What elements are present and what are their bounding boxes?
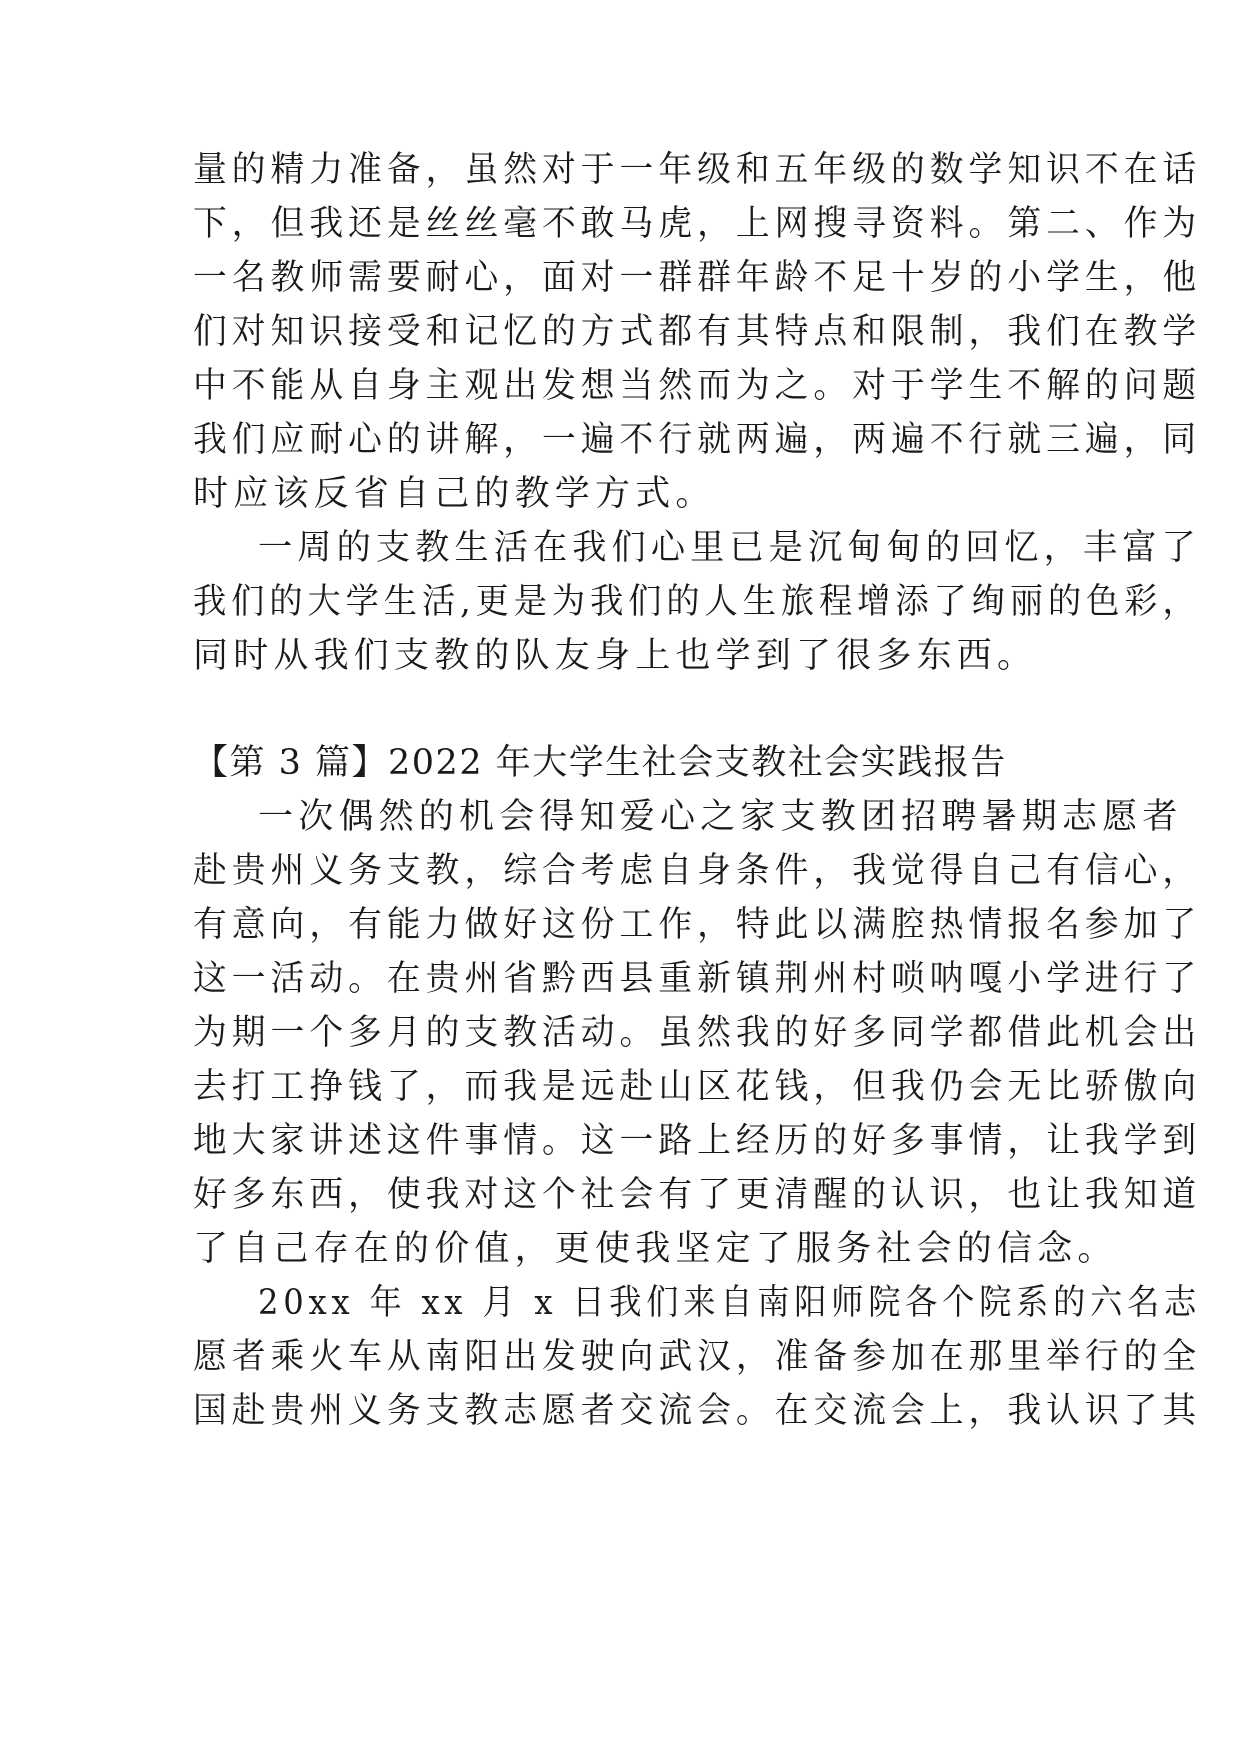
paragraph-line: 赴贵州义务支教，综合考虑自身条件，我觉得自己有信心， — [193, 851, 1202, 891]
paragraph-line: 地大家讲述这件事情。这一路上经历的好多事情，让我学到 — [193, 1121, 1202, 1161]
paragraph-line: 一周的支教生活在我们心里已是沉甸甸的回忆，丰富了 — [258, 528, 1201, 568]
paragraph-line: 去打工挣钱了，而我是远赴山区花钱，但我仍会无比骄傲向 — [193, 1067, 1202, 1107]
paragraph-line: 中不能从自身主观出发想当然而为之。对于学生不解的问题 — [193, 366, 1202, 406]
paragraph-line: 们对知识接受和记忆的方式都有其特点和限制，我们在教学 — [193, 312, 1202, 352]
paragraph-line: 量的精力准备，虽然对于一年级和五年级的数学知识不在话 — [193, 150, 1202, 190]
paragraph-line: 下，但我还是丝丝毫不敢马虎，上网搜寻资料。第二、作为 — [193, 204, 1202, 244]
paragraph-line: 我们应耐心的讲解，一遍不行就两遍，两遍不行就三遍，同 — [193, 420, 1202, 460]
paragraph-line: 我们的大学生活,更是为我们的人生旅程增添了绚丽的色彩， — [193, 582, 1201, 622]
paragraph-line: 国赴贵州义务支教志愿者交流会。在交流会上，我认识了其 — [193, 1391, 1202, 1431]
paragraph-line: 为期一个多月的支教活动。虽然我的好多同学都借此机会出 — [193, 1013, 1202, 1053]
paragraph-line: 20xx 年 xx 月 x 日我们来自南阳师院各个院系的六名志 — [258, 1283, 1202, 1323]
paragraph-line: 愿者乘火车从南阳出发驶向武汉，准备参加在那里举行的全 — [193, 1337, 1202, 1377]
paragraph-line: 好多东西，使我对这个社会有了更清醒的认识，也让我知道 — [193, 1175, 1202, 1215]
paragraph-line: 有意向，有能力做好这份工作，特此以满腔热情报名参加了 — [193, 905, 1202, 945]
paragraph-line: 这一活动。在贵州省黔西县重新镇荆州村唢呐嘎小学进行了 — [193, 959, 1202, 999]
paragraph-line: 同时从我们支教的队友身上也学到了很多东西。 — [193, 636, 1038, 676]
paragraph-line: 一次偶然的机会得知爱心之家支教团招聘暑期志愿者 — [258, 797, 1183, 837]
paragraph-line: 一名教师需要耐心，面对一群群年龄不足十岁的小学生，他 — [193, 258, 1202, 298]
paragraph-line: 了自己存在的价值，更使我坚定了服务社会的信念。 — [193, 1229, 1118, 1269]
section-heading: 【第 3 篇】2022 年大学生社会支教社会实践报告 — [193, 743, 1007, 783]
paragraph-line: 时应该反省自己的教学方式。 — [193, 474, 716, 514]
